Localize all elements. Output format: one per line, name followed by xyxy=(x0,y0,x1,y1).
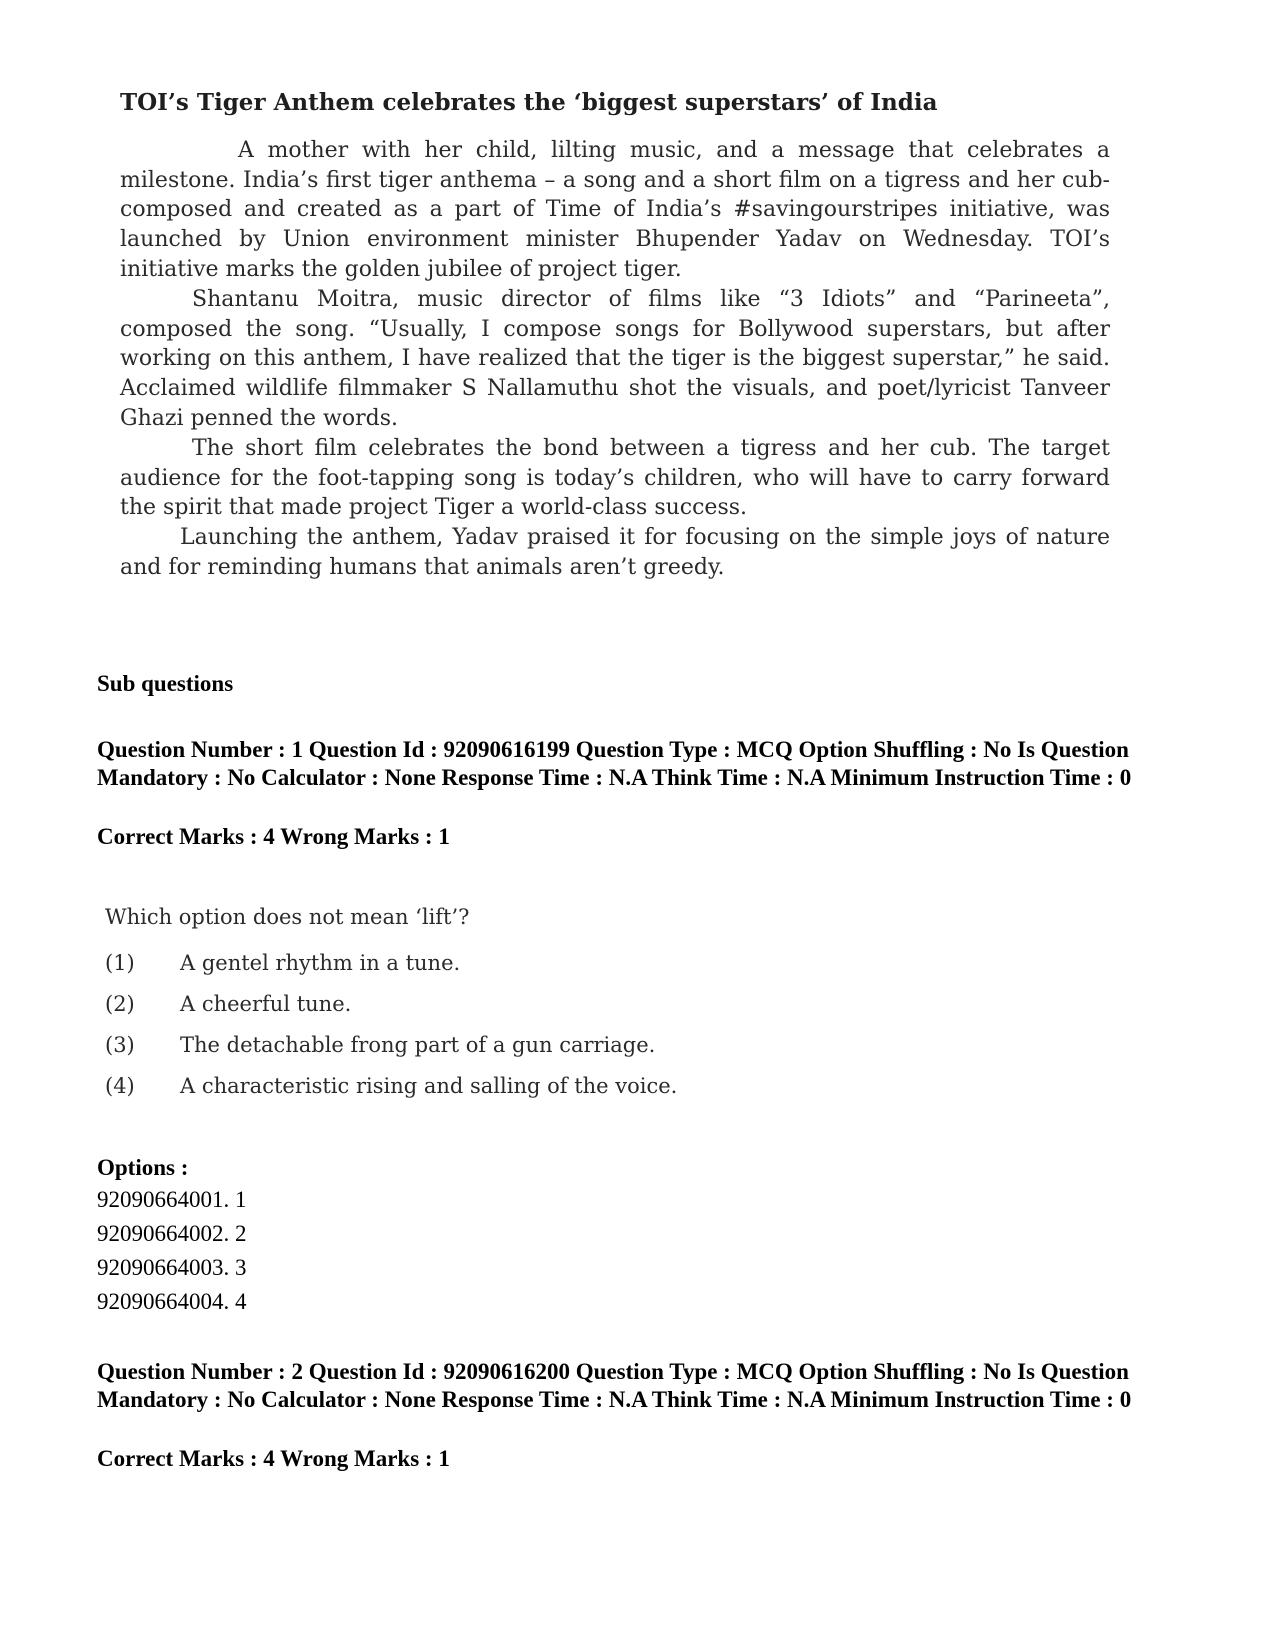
choice-text: A characteristic rising and salling of the voice. xyxy=(180,1074,678,1098)
question-1-meta: Question Number : 1 Question Id : 92090616199 Question Type : MCQ Option Shuffling : No Is Question Mandatory : No Calculator : None Response Time : N.A Think Time : N.A Minimum Instruction Time : 0 xyxy=(97,737,1132,790)
option-item: 92090664001. 1 xyxy=(97,1187,247,1212)
choice-number: (3) xyxy=(105,1033,135,1057)
choice-text: A gentel rhythm in a tune. xyxy=(180,951,461,975)
choice-number: (4) xyxy=(105,1074,135,1098)
passage-paragraph: Shantanu Moitra, music director of films like “3 Idiots” and “Parineeta”, composed the song. “Usually, I compose songs for Bollywood superstars, but after working on this anthem, I have realized that the tiger is the biggest superstar,” he said. Acclaimed wildlife filmmaker S Nallamuthu shot the visuals, and poet/lyricist Tanveer Ghazi penned the words. xyxy=(120,286,1110,431)
choice-text: A cheerful tune. xyxy=(180,992,352,1016)
option-item: 92090664002. 2 xyxy=(97,1221,247,1246)
passage-paragraph: A mother with her child, lilting music, and a message that celebrates a milestone. India’s first tiger anthema – a song and a short film on a tigress and her cub-composed and created as a part of Time of India’s #savingourstripes initiative, was launched by Union environment minister Bhupender Yadav on Wednesday. TOI’s initiative marks the golden jubilee of project tiger. xyxy=(120,137,1110,282)
question-1-text: Which option does not mean ‘lift’? xyxy=(105,905,470,929)
choice-text: The detachable frong part of a gun carriage. xyxy=(180,1033,656,1057)
choice-item xyxy=(105,1033,1005,1074)
option-item: 92090664004. 4 xyxy=(97,1289,247,1314)
question-1-options xyxy=(97,1153,247,1319)
question-1-body xyxy=(105,905,1005,1115)
choice-item xyxy=(105,951,1005,992)
passage xyxy=(120,88,1110,583)
choice-item xyxy=(105,992,1005,1033)
passage-title: TOI’s Tiger Anthem celebrates the ‘biggest superstars’ of India xyxy=(120,89,938,116)
passage-paragraph: The short film celebrates the bond between a tigress and her cub. The target audience for the foot-tapping song is today’s children, who will have to carry forward the spirit that made project Tiger a world-class success. xyxy=(120,435,1110,521)
options-heading: Options : xyxy=(97,1155,189,1180)
passage-paragraph: Launching the anthem, Yadav praised it for focusing on the simple joys of nature and for reminding humans that animals aren’t greedy. xyxy=(120,525,1110,580)
question-1-marks: Correct Marks : 4 Wrong Marks : 1 xyxy=(97,824,450,849)
option-item: 92090664003. 3 xyxy=(97,1255,247,1280)
sub-questions-heading: Sub questions xyxy=(97,671,234,696)
choice-number: (2) xyxy=(105,992,135,1016)
question-2-marks: Correct Marks : 4 Wrong Marks : 1 xyxy=(97,1446,450,1471)
choice-item xyxy=(105,1074,1005,1115)
question-2-meta: Question Number : 2 Question Id : 92090616200 Question Type : MCQ Option Shuffling : No Is Question Mandatory : No Calculator : None Response Time : N.A Think Time : N.A Minimum Instruction Time : 0 xyxy=(97,1359,1132,1412)
choice-number: (1) xyxy=(105,951,135,975)
